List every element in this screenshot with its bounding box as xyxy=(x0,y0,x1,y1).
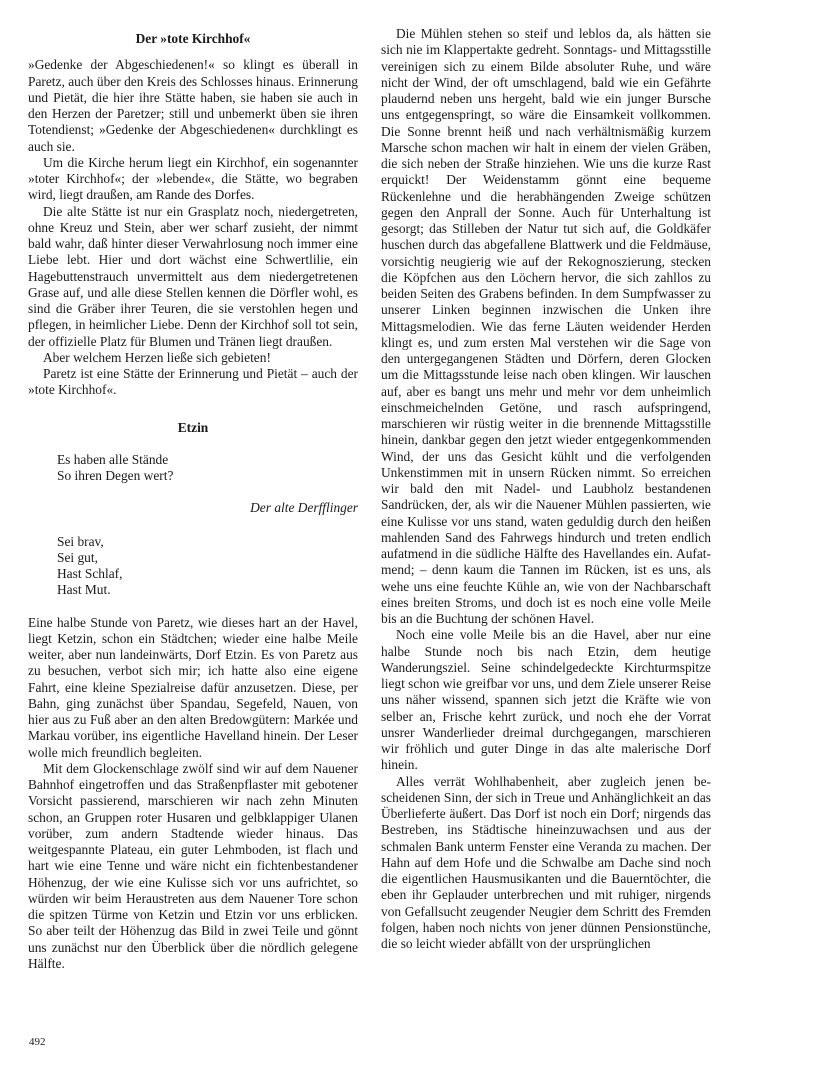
verse-line: Sei gut, xyxy=(57,549,98,565)
verse-line: Sei brav, xyxy=(57,533,104,549)
epigraph-attribution: Der alte Derfflinger xyxy=(250,500,358,516)
epigraph-line: Es haben alle Stände xyxy=(57,451,169,467)
right-column xyxy=(381,26,711,952)
paragraph: Die alte Stätte ist nur ein Grasplatz noch, niedergetreten, ohne Kreuz und Stein, aber wer scharf zusieht, der nimmt bald wahr, daß hinter dieser Verwahrlosung noch immer eine Liebe lebt. Hier und dort wächst eine Schwertlilie, ein Hagebuttenstrauch unvermittelt aus dem niedergetretenen Grase auf, und alle diese Stellen kennen die Dörfler wohl, es sind die Gräber ihrer Teuren, die sie verstohlen hegen und pflegen, in heimlicher Liebe. Denn der Kirchhof soll tot sein, der offizielle Platz für Blumen und Tränen liegt draußen. xyxy=(28,203,358,349)
paragraph: Eine halbe Stunde von Paretz, wie dieses hart an der Havel, liegt Ketzin, schon ein Städtchen; wieder eine halbe Meile weiter, aber nun landeinwärts, Dorf Etzin. Es von Paretz aus zu besuchen, verbot sich mir; ich hatte also eine eigene Fahrt, eine kleine Spezialreise dafür anzusetzen. Diese, per Bahn, ging zunächst über Spandau, Segefeld, Nauen, von hier aus zu Fuß aber an den alten Bredowgütern: Markée und Markau vorüber, ins eigentliche Havelland hinein. Der Leser wolle mich freundlich begleiten. xyxy=(28,614,358,760)
paragraph: Mit dem Glockenschlage zwölf sind wir auf dem Nauener Bahnhof eingetroffen und das Straßenpflaster mit gebotener Vorsicht passierend, marschieren wir nach zehn Minuten schon, an Gruppen roter Husaren und gelbklappiger Ulanen vorüber, zum andern Stadtende wieder hinaus. Das weitgespannte Plateau, ein guter Lehmboden, ist flach und hart wie eine Tenne und wäre nicht ein fichtenbestandener Höhenzug, der wie eine Kulisse sich vor uns aufrichtet, so würden wir beim Heraustreten aus dem Nauener Tore schon die spitzen Türme von Ketzin und Etzin vor uns erblicken. So aber teilt der Höhenzug das Bild in zwei Teile und gönnt uns zunächst nur den Überblick über die nördlich gelegene Hälfte. xyxy=(28,760,358,971)
page-number: 492 xyxy=(29,1036,46,1048)
paragraph: Paretz ist eine Stätte der Erinnerung und Pietät – auch der »tote Kirchhof«. xyxy=(28,366,358,398)
left-column xyxy=(28,26,358,972)
section-heading-etzin: Etzin xyxy=(177,419,209,435)
paragraph: Noch eine volle Meile bis an die Havel, aber nur eine halbe Stunde noch bis nach Etzin, dem heutige Wanderungsziel. Seine schindelgedeckte Kirchturmspitze liegt schon wie greifbar vor uns, und dem Ziele unserer Reise uns näher wissend, spannen sich jetzt die Kräfte wie von selber an, Frische kehrt zurück, und noch ehe der Vorrat unsrer Wanderlieder dreimal durchgegangen, marschieren wir fröhlich und guter Dinge in das alte malerische Dorf hinein. xyxy=(381,627,711,773)
paragraph: Aber welchem Herzen ließe sich gebieten! xyxy=(43,349,271,365)
paragraph: Um die Kirche herum liegt ein Kirchhof, ein sogenannter »toter Kirchhof«; der »lebende«, die Stätte, wo begraben wird, liegt draußen, am Rande des Dorfes. xyxy=(28,154,358,203)
verse-line: Hast Mut. xyxy=(57,582,111,598)
epigraph-line: So ihren Degen wert? xyxy=(57,468,174,483)
paragraph: Alles verrät Wohlhabenheit, aber zugleich jenen bescheidenen Sinn, der sich in Treue und Anhänglichkeit an das Überlieferte äußert. Das Dorf ist noch ein Dorf; nirgends das Bestreben, ins Städtische hineinzuwachsen und aus der schmalen Bank unterm Fenster eine Veranda zu machen. Der Hahn auf dem Hofe und die Schwalbe am Dache sind noch die eigentlichen Hausmusikanten und die Bauerntöchter, die eben ihr Geplauder unterbrechen und mit ruhiger, nirgends von Gefallsucht zeugender Neugier dem Schritt des Fremden folgen, haben noch nichts von jener dünnen Pensionstünche, die so leicht wieder abfällt von der ursprünglichen xyxy=(381,773,711,951)
verse-line: Hast Schlaf, xyxy=(57,566,123,581)
section-heading-tote-kirchhof: Der »tote Kirchhof« xyxy=(135,31,251,46)
paragraph: Die Mühlen stehen so steif und leblos da, als hätten sie sich nie im Klappertakte gedreht. Sonntags- und Mittagsstille vereinigen sich zu einem Bilde absoluter Ruhe, und wäre nicht der Wind, der oft umschlagend, bald wie ein Gefährte plaudernd neben uns hergeht, bald wie ein junger Bursche uns entgegenspringt, so wäre die Einsamkeit vollkommen. Die Sonne brennt heiß und nach verhältnismäßig kurzem Marsche schon machen wir halt in einem der vielen Gräben, die sich neben der Straße hinziehen. Wie uns die kurze Rast erquickt! Der Weidenstamm gönnt eine bequeme Rückenlehne und die herabhängenden Zweige schützen gegen den Anprall der Sonne. Auch für Unterhaltung ist gesorgt; das Stilleben der Natur tut sich auf, die Goldkäfer huschen durch das abgefallene Blattwerk und die Feldmäuse, vorsichtig neugierig wie auf der Rekognoszierung, stecken die Köpfchen aus den Löchern hervor, die sich zahllos zu beiden Seiten des Grabens befinden. In dem Sumpfwasser zu unserer Linken beginnen inzwischen die Unken ihre Mittagsmelodien. Wie das ferne Läuten weidender Herden klingt es, und zum ersten Mal verstehen wir die Sage von den untergegangenen Städten und Dörfern, deren Glocken um die Mittagsstunde leise nach oben klingen. Wir lauschen auf, aber es bangt uns mehr und mehr vor dem unheimlich einschmeichelnden Getöne, und rasch aufspringend, marschieren wir rüstig weiter in die brennende Mittagsstille hinein, dankbar gegen den jetzt wieder entgegenkommenden Wind, der uns das Gesicht kühlt und die verfolgenden Unkenstimmen mit in unsern Rücken nimmt. So erreichen wir bald den mit Nadel- und Laubholz bestandenen Sandrücken, der, als wir die Nauener Mühlen passierten, wie eine Kulisse vor uns stand, waten geduldig durch den heißen mahlenden Sand des Fahrwegs hindurch und treten endlich aufatmend in die südliche Hälfte des Havellandes ein. Aufatmend; – denn kaum die Tannen im Rücken, ist es uns, als wehe uns eine feuchte Kühle an, wie von der Nachbarschaft eines breiten Stroms, und doch ist es noch eine volle Meile bis an die Buchtung der schönen Havel. xyxy=(381,26,711,626)
verse xyxy=(28,534,358,599)
paragraph: »Gedenke der Abgeschiedenen!« so klingt es überall in Paretz, auch über den Kreis des Schlosses hinaus. Erinnerung und Pietät, die hier ihre Stätte haben, sie haben sie auch in den Herzen der Paretzer; still und unbemerkt üben sie ihren Totendienst; »Gedenke der Abgeschiedenen« durchklingt es auch sie. xyxy=(28,57,358,154)
epigraph xyxy=(28,452,358,485)
